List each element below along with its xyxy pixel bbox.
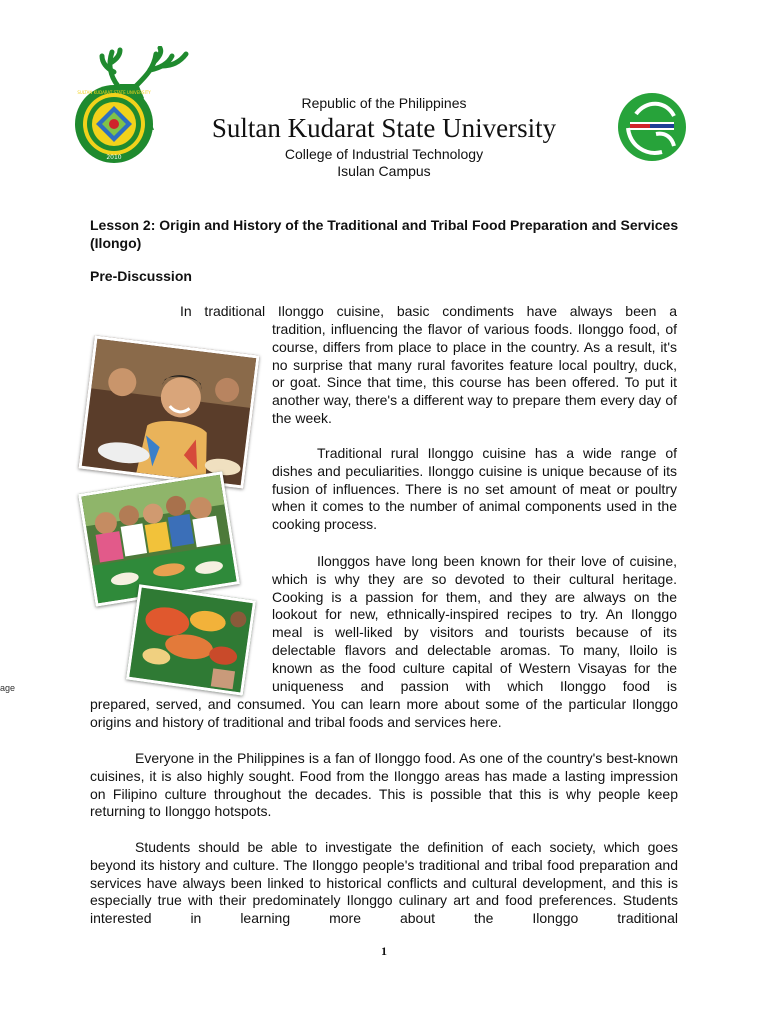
paragraph-2: Traditional rural Ilonggo cuisine has a wide range of dishes and peculiarities. Ilonggo cuisine is unique because of its fusion of influences. There is no set amount of meat or poultry when it comes to the number of animal components used in the cooking process. [272,445,677,533]
college-name: College of Industrial Technology [284,146,484,162]
image-caption-fragment: age [0,683,16,693]
paragraph-3-continued: prepared, served, and consumed. You can learn more about some of the particular Ilonggo origins and history of traditional and tribal foods and services here. [90,696,678,730]
lesson-title: Lesson 2: Origin and History of the Traditional and Tribal Food Preparation and Services (Ilongo) [90,217,679,251]
food-photo-man-smiling [78,335,259,488]
paragraph-5: Students should be able to investigate the definition of each society, which goes beyond its history and culture. The Ilonggo people's traditional and tribal food preparation and services have always been linked to historical conflicts and cultural development, and this is especially true with their predominately Ilonggo culinary art and food preferences. Students interested in learning more about the Ilonggo traditional [90,839,678,927]
page-number: 1 [381,944,387,958]
section-heading: Pre-Discussion [90,268,192,284]
paragraph-3-narrow: Ilonggos have long been known for their love of cuisine, which is why they are so devoted to their cultural heritage. Cooking is a passion for them, and they are always on the lookout for new, ethnically-inspired recipes to try. An Ilonggo meal is well-liked by visitors and tourists because of its delectable flavors and delectable aromas. To many, Iloilo is known as the food culture capital of Western Visayas for the uniqueness and passion with which Ilonggo food is [272,553,677,694]
seal-year: 2010 [106,154,122,161]
paragraph-1-first-line: In traditional Ilonggo cuisine, basic condiments have always been a [180,303,677,319]
paragraph-4: Everyone in the Philippines is a fan of Ilonggo food. As one of the country's best-known cuisines, it is also highly sought. Food from the Ilonggo areas has made a lasting impression on Filipino culture throughout the decades. This is possible that this is why people keep returning to Ilonggo hotspots. [90,750,678,820]
campus-name: Isulan Campus [337,163,431,179]
republic-line: Republic of the Philippines [301,95,467,111]
food-photo-seafood-spread [126,584,256,695]
seal-ring-text: SULTAN KUDARAT STATE UNIVERSITY [77,90,151,95]
university-name: Sultan Kudarat State University [211,113,557,143]
paragraph-1-body: tradition, influencing the flavor of various foods. Ilonggo food, of course, differs from place to place in the country. As a result, it's no surprise that many rural favorites feature local poultry, duck, or goat. Since that time, this course has been offered. To put it another way, there's a different way to prepare them every day of the week. [272,321,677,426]
